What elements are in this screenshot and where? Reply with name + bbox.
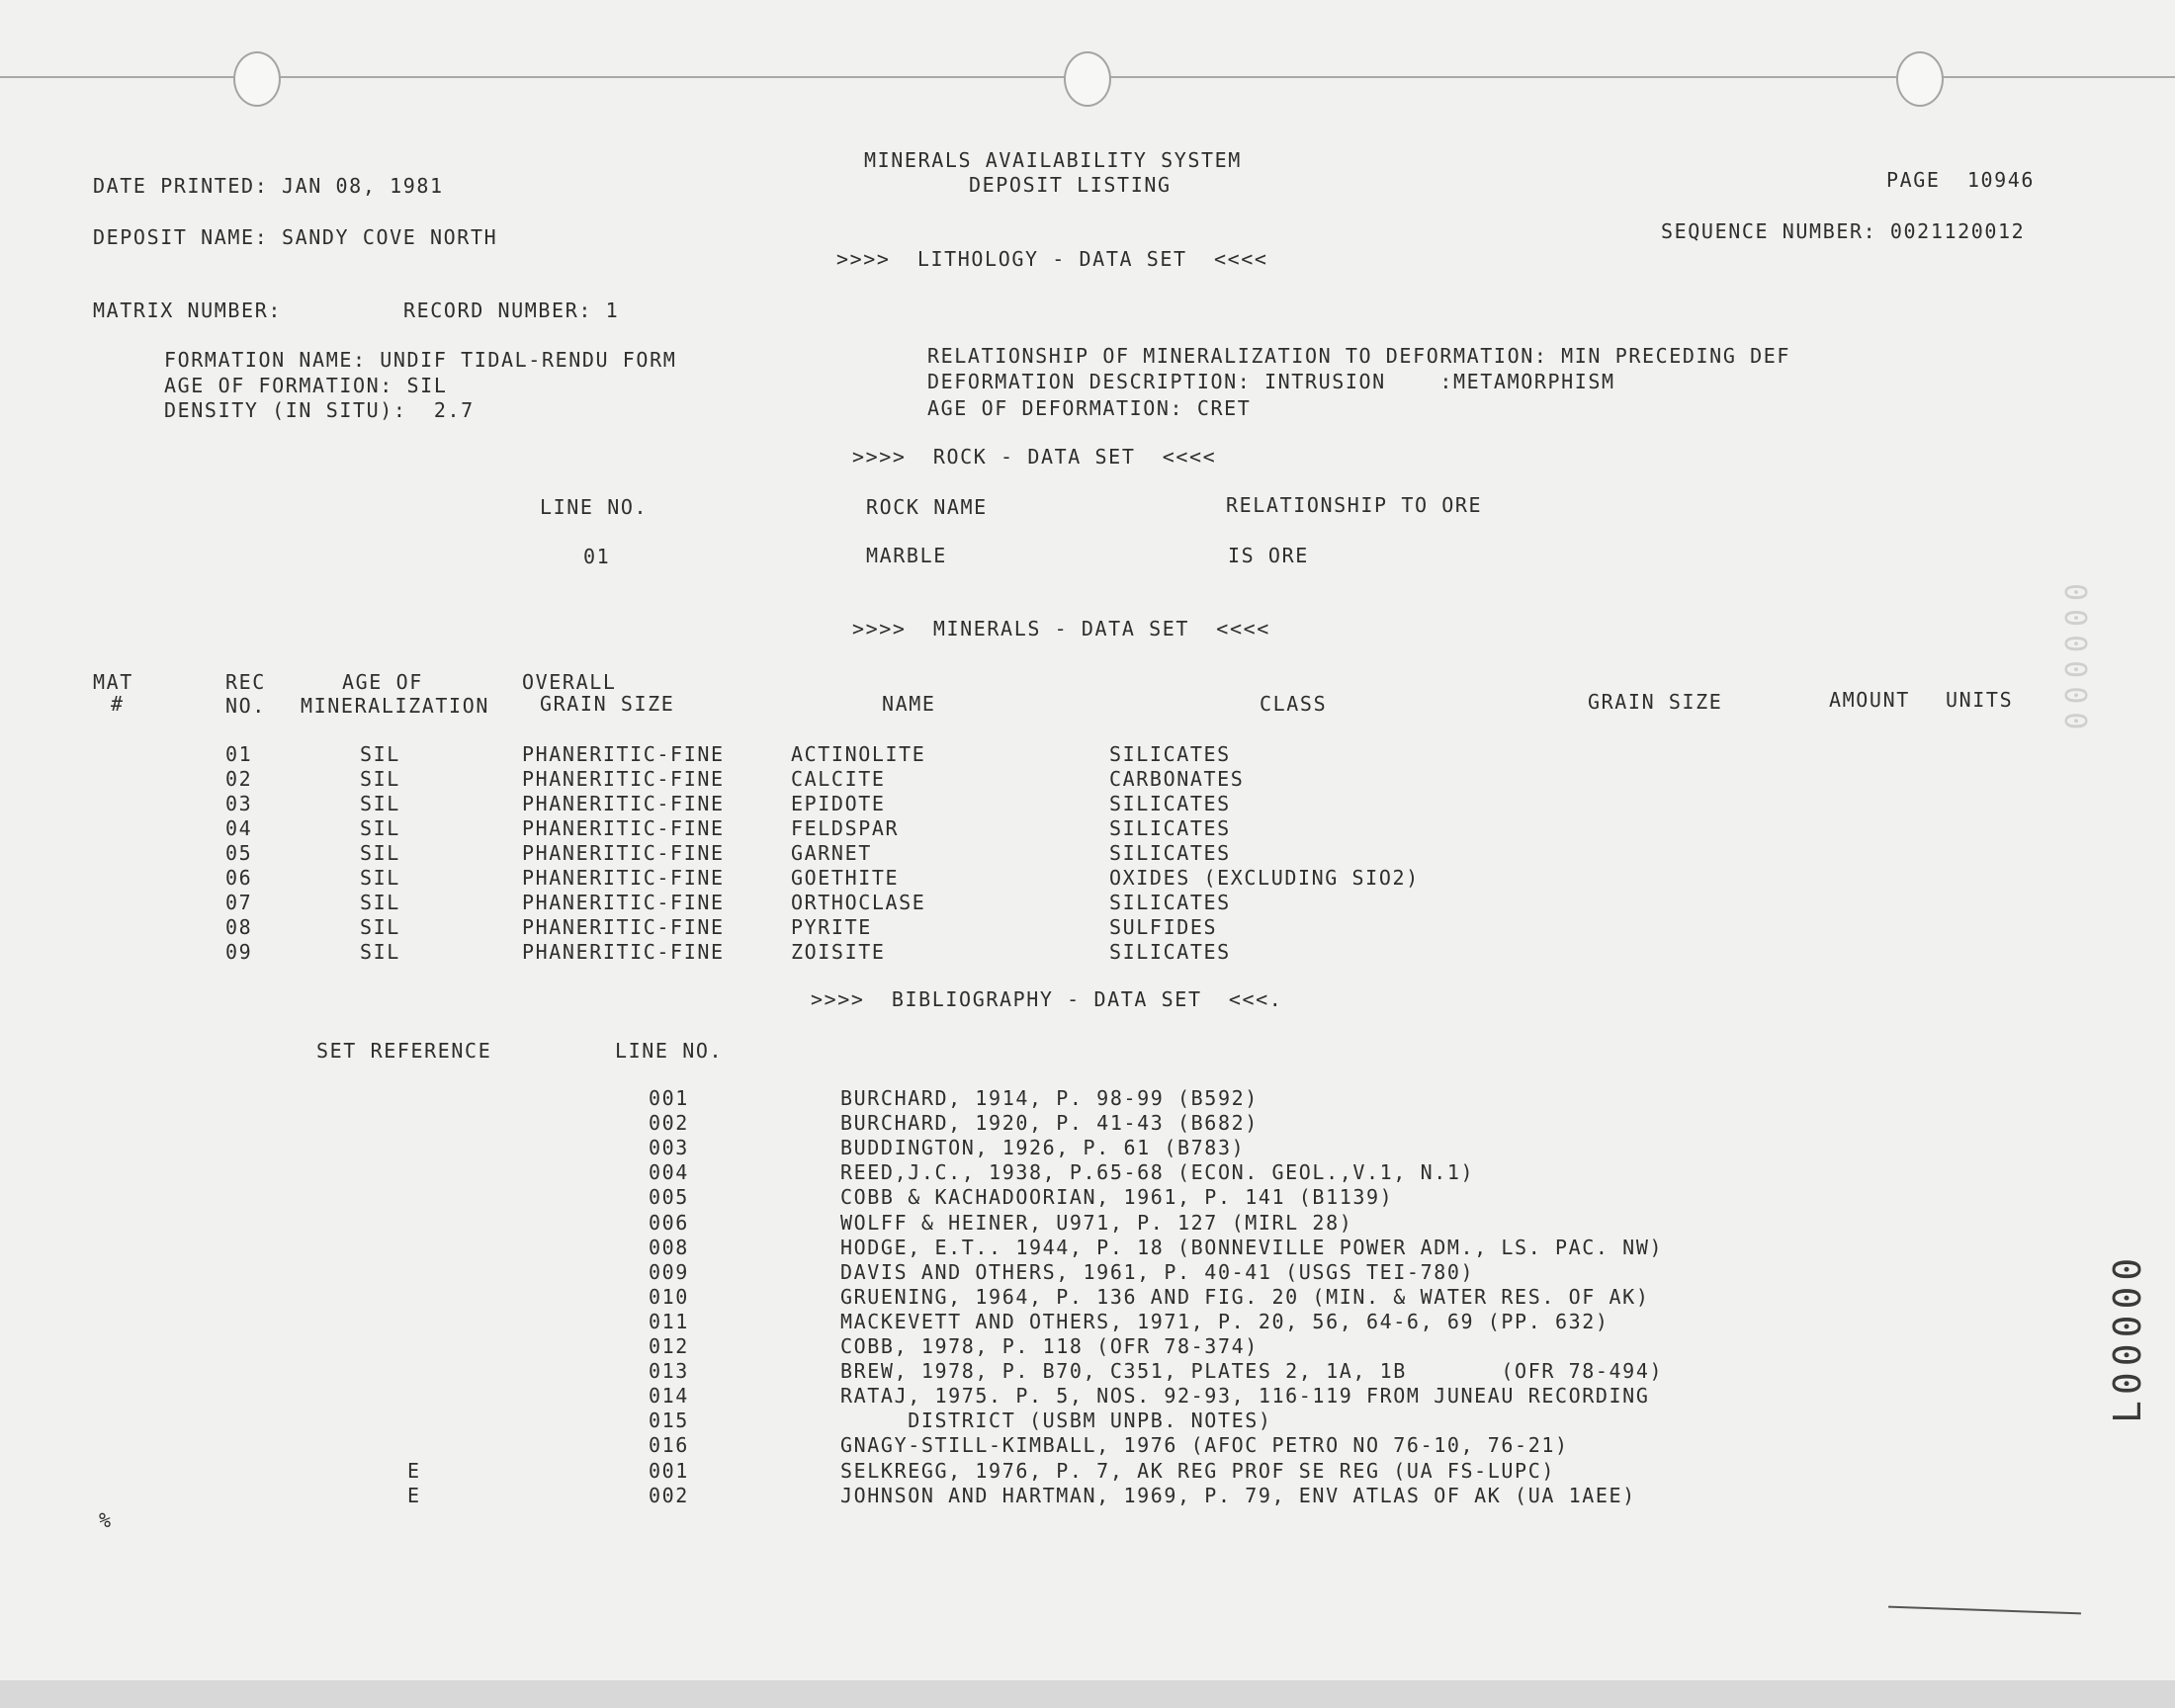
mineral-grain-size: PHANERITIC-FINE <box>522 891 725 914</box>
side-stamp: L00000 <box>2106 1251 2149 1423</box>
bibliography-line-no: 012 <box>649 1334 689 1358</box>
bibliography-entry: JOHNSON AND HARTMAN, 1969, P. 79, ENV ATLAS OF AK (UA 1AEE) <box>840 1484 1636 1507</box>
mineral-name: PYRITE <box>791 915 872 939</box>
mineral-age: SIL <box>360 767 400 791</box>
density: DENSITY (IN SITU): 2.7 <box>164 398 475 422</box>
bibliography-entry: BREW, 1978, P. B70, C351, PLATES 2, 1A, 1B (OFR 78-494) <box>840 1359 1664 1383</box>
bibliography-entry: BURCHARD, 1920, P. 41-43 (B682) <box>840 1111 1259 1135</box>
bibliography-entry: DAVIS AND OTHERS, 1961, P. 40-41 (USGS TEI-780) <box>840 1260 1475 1284</box>
percent-mark: % <box>99 1508 113 1532</box>
mineral-rec-no: 04 <box>225 816 253 840</box>
bibliography-line-no: 011 <box>649 1310 689 1333</box>
mineral-grain-size: PHANERITIC-FINE <box>522 940 725 964</box>
mineral-name: ZOISITE <box>791 940 886 964</box>
age-of-deformation: AGE OF DEFORMATION: CRET <box>927 396 1252 420</box>
bibliography-line-no: 005 <box>649 1185 689 1209</box>
mineral-name: CALCITE <box>791 767 886 791</box>
scan-bottom-strip <box>0 1680 2175 1708</box>
bibliography-line-no: 004 <box>649 1160 689 1184</box>
minerals-col-overall: OVERALL <box>522 670 617 694</box>
deposit-name: DEPOSIT NAME: SANDY COVE NORTH <box>93 225 498 249</box>
date-printed: DATE PRINTED: JAN 08, 1981 <box>93 174 444 198</box>
mineral-rec-no: 05 <box>225 841 253 865</box>
bibliography-entry: GNAGY-STILL-KIMBALL, 1976 (AFOC PETRO NO 76-10, 76-21) <box>840 1433 1569 1457</box>
bibliography-entry: COBB, 1978, P. 118 (OFR 78-374) <box>840 1334 1259 1358</box>
bibliography-entry: GRUENING, 1964, P. 136 AND FIG. 20 (MIN. & WATER RES. OF AK) <box>840 1285 1650 1309</box>
listing-title: DEPOSIT LISTING <box>969 173 1172 197</box>
bibliography-entry: WOLFF & HEINER, U971, P. 127 (MIRL 28) <box>840 1211 1353 1235</box>
deformation-description: DEFORMATION DESCRIPTION: INTRUSION :METAMORPHISM <box>927 370 1615 393</box>
age-of-formation: AGE OF FORMATION: SIL <box>164 374 448 397</box>
mineral-grain-size: PHANERITIC-FINE <box>522 792 725 815</box>
minerals-col-overall-grain: GRAIN SIZE <box>540 692 675 716</box>
bibliography-line-no: 016 <box>649 1433 689 1457</box>
rock-relationship: IS ORE <box>1228 544 1309 567</box>
minerals-col-rec: REC <box>225 670 266 694</box>
mineral-class: SULFIDES <box>1109 915 1218 939</box>
minerals-col-units: UNITS <box>1946 688 2014 712</box>
minerals-col-age: AGE OF <box>342 670 423 694</box>
mineral-name: GARNET <box>791 841 872 865</box>
bibliography-heading: >>>> BIBLIOGRAPHY - DATA SET <<<. <box>811 987 1283 1011</box>
bibliography-col-set-reference: SET REFERENCE <box>316 1039 492 1063</box>
bibliography-set-reference: E <box>407 1459 421 1483</box>
minerals-col-grain-size: GRAIN SIZE <box>1588 690 1723 714</box>
bibliography-entry: SELKREGG, 1976, P. 7, AK REG PROF SE REG (UA FS-LUPC) <box>840 1459 1555 1483</box>
mineral-name: GOETHITE <box>791 866 900 890</box>
minerals-heading: >>>> MINERALS - DATA SET <<<< <box>852 617 1270 640</box>
mineral-rec-no: 06 <box>225 866 253 890</box>
rock-col-line-no: LINE NO. <box>540 495 649 519</box>
faint-side-stamp: 000000 <box>2057 583 2092 738</box>
mineral-age: SIL <box>360 915 400 939</box>
mineral-name: EPIDOTE <box>791 792 886 815</box>
mineral-grain-size: PHANERITIC-FINE <box>522 866 725 890</box>
mineral-rec-no: 01 <box>225 742 253 766</box>
lithology-heading: >>>> LITHOLOGY - DATA SET <<<< <box>836 247 1268 271</box>
mineral-age: SIL <box>360 816 400 840</box>
mineral-class: SILICATES <box>1109 891 1231 914</box>
mineral-class: OXIDES (EXCLUDING SIO2) <box>1109 866 1420 890</box>
bibliography-entry: COBB & KACHADOORIAN, 1961, P. 141 (B1139) <box>840 1185 1394 1209</box>
mineral-age: SIL <box>360 940 400 964</box>
mineral-grain-size: PHANERITIC-FINE <box>522 915 725 939</box>
mineral-age: SIL <box>360 866 400 890</box>
mineral-rec-no: 09 <box>225 940 253 964</box>
mineral-grain-size: PHANERITIC-FINE <box>522 767 725 791</box>
rock-col-relationship: RELATIONSHIP TO ORE <box>1226 493 1483 517</box>
mineral-grain-size: PHANERITIC-FINE <box>522 816 725 840</box>
rock-name: MARBLE <box>866 544 947 567</box>
bibliography-entry: BURCHARD, 1914, P. 98-99 (B592) <box>840 1086 1259 1110</box>
minerals-col-rec-no: NO. <box>225 694 266 718</box>
mineral-age: SIL <box>360 841 400 865</box>
bibliography-set-reference: E <box>407 1484 421 1507</box>
mineral-class: SILICATES <box>1109 841 1231 865</box>
rock-col-rock-name: ROCK NAME <box>866 495 988 519</box>
bibliography-entry: BUDDINGTON, 1926, P. 61 (B783) <box>840 1136 1246 1159</box>
mineral-name: ORTHOCLASE <box>791 891 926 914</box>
bibliography-line-no: 002 <box>649 1484 689 1507</box>
bibliography-entry: HODGE, E.T.. 1944, P. 18 (BONNEVILLE POWER ADM., LS. PAC. NW) <box>840 1236 1664 1259</box>
mineral-grain-size: PHANERITIC-FINE <box>522 742 725 766</box>
minerals-col-class: CLASS <box>1260 692 1328 716</box>
mineral-name: ACTINOLITE <box>791 742 926 766</box>
matrix-number: MATRIX NUMBER: <box>93 299 282 322</box>
bibliography-line-no: 010 <box>649 1285 689 1309</box>
mineral-class: SILICATES <box>1109 940 1231 964</box>
bibliography-entry: RATAJ, 1975. P. 5, NOS. 92-93, 116-119 FROM JUNEAU RECORDING <box>840 1384 1650 1408</box>
bibliography-col-line-no: LINE NO. <box>615 1039 724 1063</box>
mineral-rec-no: 02 <box>225 767 253 791</box>
bibliography-line-no: 003 <box>649 1136 689 1159</box>
mineral-class: CARBONATES <box>1109 767 1245 791</box>
minerals-col-mat-hash: # <box>111 692 125 716</box>
sequence-number: SEQUENCE NUMBER: 0021120012 <box>1661 219 2026 243</box>
bibliography-line-no: 006 <box>649 1211 689 1235</box>
mineral-rec-no: 07 <box>225 891 253 914</box>
mineral-age: SIL <box>360 891 400 914</box>
mineral-age: SIL <box>360 792 400 815</box>
bibliography-line-no: 015 <box>649 1409 689 1432</box>
mineral-rec-no: 08 <box>225 915 253 939</box>
minerals-col-name: NAME <box>882 692 936 716</box>
minerals-col-mineralization: MINERALIZATION <box>301 694 489 718</box>
bibliography-line-no: 009 <box>649 1260 689 1284</box>
mineral-age: SIL <box>360 742 400 766</box>
minerals-col-amount: AMOUNT <box>1829 688 1910 712</box>
mineral-class: SILICATES <box>1109 792 1231 815</box>
bibliography-line-no: 013 <box>649 1359 689 1383</box>
bibliography-entry: MACKEVETT AND OTHERS, 1971, P. 20, 56, 64-6, 69 (PP. 632) <box>840 1310 1610 1333</box>
bibliography-entry: REED,J.C., 1938, P.65-68 (ECON. GEOL.,V.1, N.1) <box>840 1160 1475 1184</box>
bibliography-line-no: 001 <box>649 1086 689 1110</box>
mineral-grain-size: PHANERITIC-FINE <box>522 841 725 865</box>
bibliography-line-no: 001 <box>649 1459 689 1483</box>
page-number: PAGE 10946 <box>1886 168 2036 192</box>
mineral-class: SILICATES <box>1109 742 1231 766</box>
rock-heading: >>>> ROCK - DATA SET <<<< <box>852 445 1217 469</box>
bibliography-entry: DISTRICT (USBM UNPB. NOTES) <box>840 1409 1272 1432</box>
mineral-rec-no: 03 <box>225 792 253 815</box>
punch-hole-center <box>1064 51 1111 107</box>
formation-name: FORMATION NAME: UNDIF TIDAL-RENDU FORM <box>164 348 677 372</box>
record-number: RECORD NUMBER: 1 <box>403 299 620 322</box>
bibliography-line-no: 014 <box>649 1384 689 1408</box>
punch-hole-right <box>1896 51 1944 107</box>
mineral-name: FELDSPAR <box>791 816 900 840</box>
rock-line-no: 01 <box>583 545 611 568</box>
system-title: MINERALS AVAILABILITY SYSTEM <box>864 148 1242 172</box>
pen-mark <box>1888 1606 2081 1615</box>
minerals-col-mat: MAT <box>93 670 133 694</box>
bibliography-line-no: 008 <box>649 1236 689 1259</box>
punch-hole-left <box>233 51 281 107</box>
bibliography-line-no: 002 <box>649 1111 689 1135</box>
mineral-class: SILICATES <box>1109 816 1231 840</box>
relationship-to-deformation: RELATIONSHIP OF MINERALIZATION TO DEFORMATION: MIN PRECEDING DEF <box>927 344 1791 368</box>
